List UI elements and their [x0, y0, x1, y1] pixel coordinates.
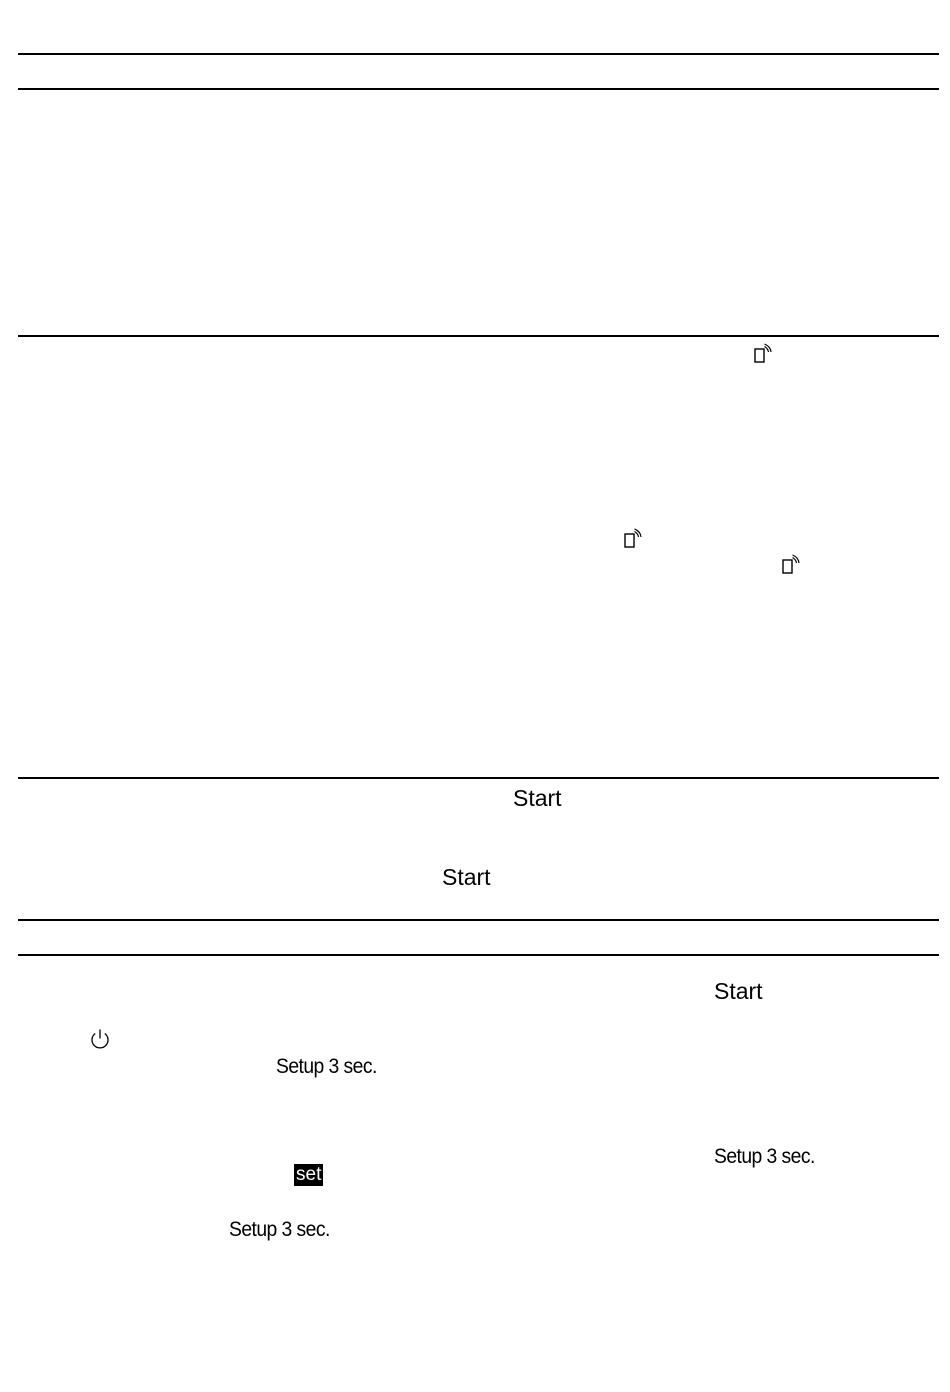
table-rule-row-2	[18, 777, 939, 779]
set-display-indicator: set	[296, 1164, 322, 1185]
start-button-label: Start	[442, 864, 491, 890]
setup-button-label: Setup 3 sec.	[229, 1218, 330, 1241]
table-rule-top	[18, 53, 939, 55]
remote-start-icon	[622, 528, 644, 550]
table-rule-row-4	[18, 954, 939, 956]
table-rule-row-3	[18, 919, 939, 921]
setup-button-label: Setup 3 sec.	[276, 1055, 377, 1078]
table-rule-header-bottom	[18, 88, 939, 90]
power-icon	[88, 1027, 112, 1051]
setup-button-label: Setup 3 sec.	[714, 1145, 815, 1168]
start-button-label: Start	[513, 785, 562, 811]
remote-start-icon	[780, 554, 802, 576]
start-button-label: Start	[714, 978, 763, 1004]
remote-start-icon	[752, 343, 774, 365]
table-rule-row-1	[18, 335, 939, 337]
